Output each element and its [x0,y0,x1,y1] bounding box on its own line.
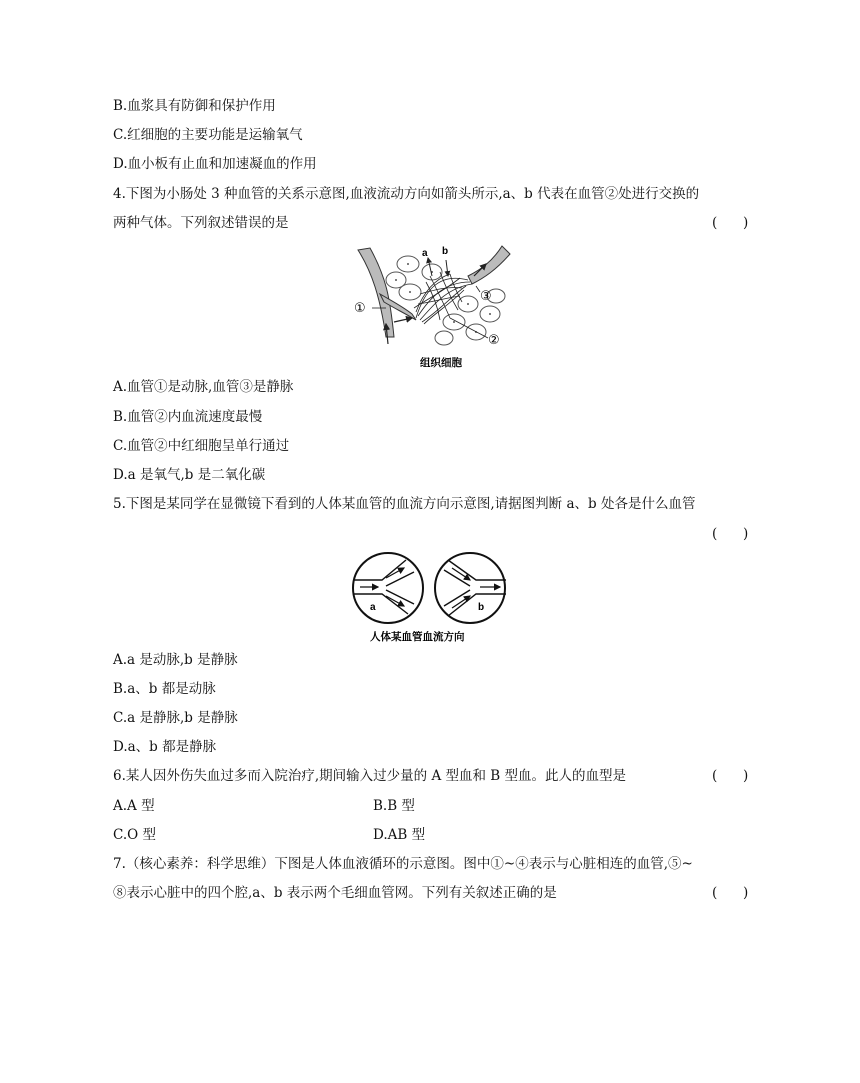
vessel-view-a [353,553,423,623]
q6-option-c: C.O 型 [113,827,156,843]
label-1: ① [354,301,366,316]
q5-option-d: D.a、b 都是静脉 [113,739,217,755]
label-b: b [442,246,449,257]
q4-answer-paren: ( ) [712,215,749,231]
q7-answer-paren: ( ) [712,885,749,901]
label-b: b [478,602,485,613]
q7-stem-line2: ⑧表示心脏中的四个腔,a、b 表示两个毛细血管网。下列有关叙述正确的是 [113,885,557,901]
q4-option-c: C.血管②中红细胞呈单行通过 [113,438,290,454]
label-2: ② [488,333,500,348]
q3-option-d: D.血小板有止血和加速凝血的作用 [113,156,317,172]
vessel-view-b [435,553,506,623]
q6-option-d: D.AB 型 [373,827,426,843]
q6-stem: 6.某人因外伤失血过多而入院治疗,期间输入过少量的 A 型血和 B 型血。此人的血型是 [113,768,627,784]
q4-option-a: A.血管①是动脉,血管③是静脉 [113,379,294,395]
q6-answer-paren: ( ) [712,768,749,784]
q7-stem-line1: 7.（核心素养：科学思维）下图是人体血液循环的示意图。图中①~④表示与心脏相连的血管,⑤~ [113,856,693,872]
q5-option-a: A.a 是动脉,b 是静脉 [113,652,238,668]
q3-option-c: C.红细胞的主要功能是运输氧气 [113,127,303,143]
q4-option-d: D.a 是氧气,b 是二氧化碳 [113,467,266,483]
q5-answer-paren: ( ) [712,526,749,542]
q3-option-b: B.血浆具有防御和保护作用 [113,98,276,114]
q4-option-b: B.血管②内血流速度最慢 [113,409,263,425]
q5-option-c: C.a 是静脉,b 是静脉 [113,710,238,726]
q5-stem: 5.下图是某同学在显微镜下看到的人体某血管的血流方向示意图,请据图判断 a、b 处各是什么血管 [113,496,696,512]
figure-caption: 组织细胞 [420,357,462,369]
q5-blood-flow-figure [350,548,510,644]
label-a: a [370,602,376,613]
q4-stem-line1: 4.下图为小肠处 3 种血管的关系示意图,血液流动方向如箭头所示,a、b 代表在血管②处进行交换的 [113,186,700,202]
figure-caption: 人体某血管血流方向 [370,631,465,643]
q5-option-b: B.a、b 都是动脉 [113,681,216,697]
vein-vessel [468,246,510,284]
q6-option-b: B.B 型 [373,798,415,814]
label-3: ③ [480,289,492,304]
q4-stem-line2: 两种气体。下列叙述错误的是 [113,215,289,231]
artery-vessel [358,248,394,337]
label-a: a [422,248,428,259]
q4-capillary-figure [350,242,520,372]
q6-option-a: A.A 型 [113,798,155,814]
